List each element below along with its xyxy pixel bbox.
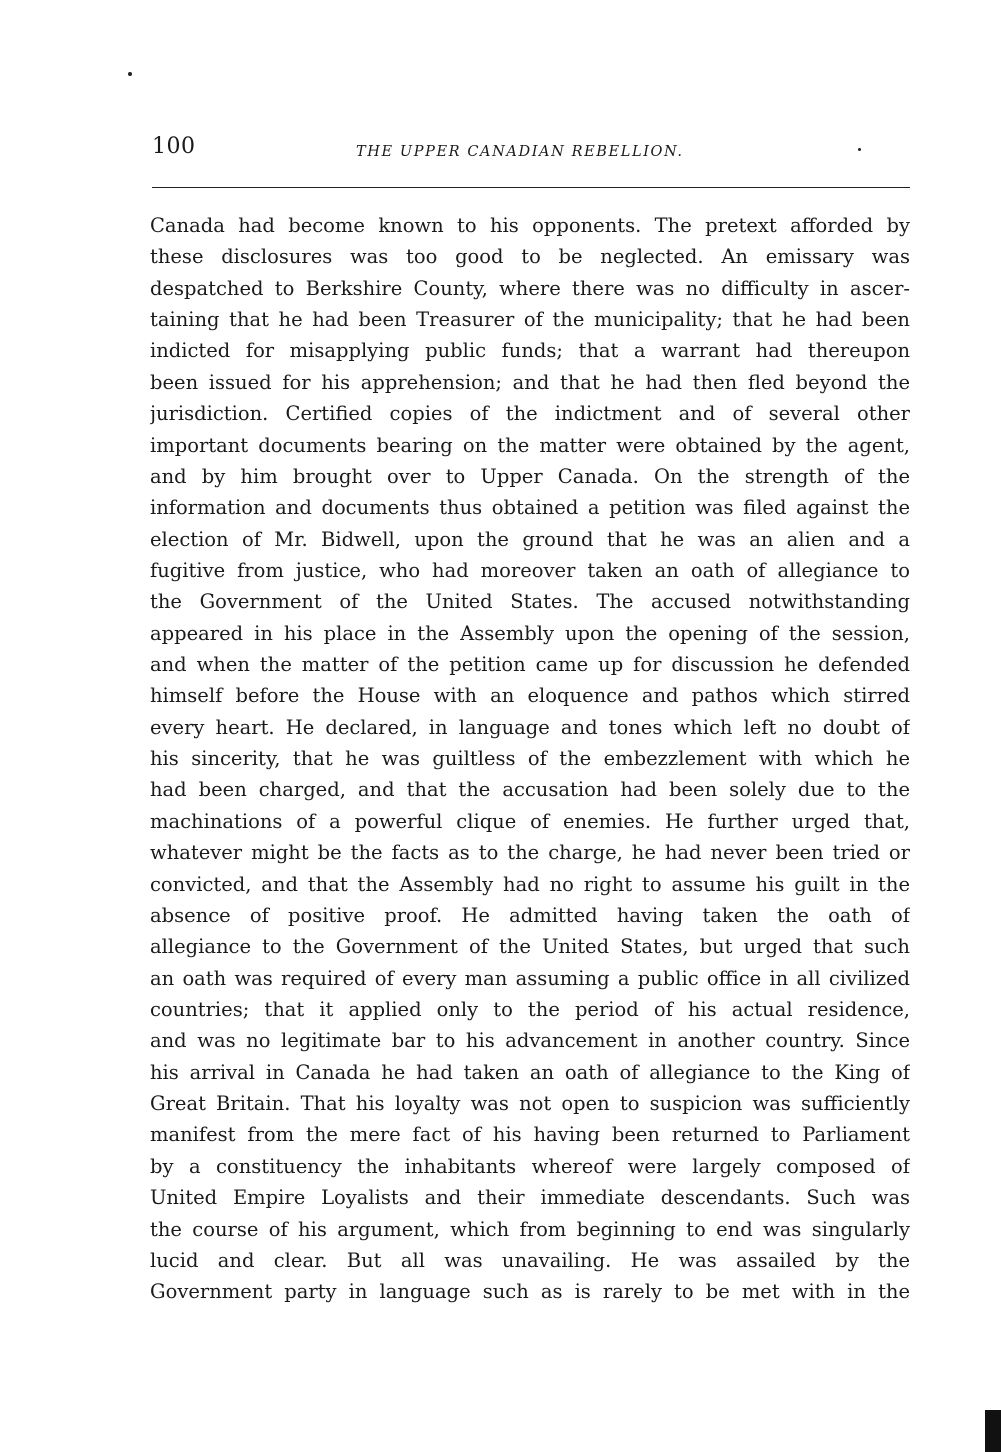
page-number: 100 xyxy=(152,134,196,159)
text-line: important documents bearing on the matter were obtained by the agent, xyxy=(150,433,910,457)
text-line: Canada had become known to his opponents. The pretext afforded by xyxy=(150,214,910,237)
stray-mark xyxy=(858,148,861,151)
text-line: fugitive from justice, who had moreover taken an oath of allegiance to xyxy=(150,558,910,582)
text-line: these disclosures was too good to be neglected. An emissary was xyxy=(150,245,910,269)
text-line: taining that he had been Treasurer of the municipality; that he had been xyxy=(150,308,910,332)
text-line: indicted for misapplying public funds; that a warrant had thereupon xyxy=(150,339,910,363)
text-line: had been charged, and that the accusation had been solely due to the xyxy=(150,778,910,802)
text-line: Government party in language such as is rarely to be met with in the xyxy=(150,1280,910,1304)
text-line: manifest from the mere fact of his having been returned to Parliament xyxy=(150,1123,910,1147)
text-line: United Empire Loyalists and their immediate descendants. Such was xyxy=(150,1186,910,1210)
text-line: his arrival in Canada he had taken an oath of allegiance to the King of xyxy=(150,1060,910,1084)
text-line: absence of positive proof. He admitted having taken the oath of xyxy=(150,903,910,927)
text-line: machinations of a powerful clique of enemies. He further urged that, xyxy=(150,809,910,833)
text-line: by a constituency the inhabitants whereof were largely composed of xyxy=(150,1154,910,1178)
text-line: despatched to Berkshire County, where there was no difficulty in ascer- xyxy=(150,276,910,300)
text-line: allegiance to the Government of the United States, but urged that such xyxy=(150,935,910,959)
text-line: his sincerity, that he was guiltless of the embezzlement with which he xyxy=(150,747,910,771)
text-line: the Government of the United States. The accused notwithstanding xyxy=(150,590,910,614)
text-line: the course of his argument, which from beginning to end was singularly xyxy=(150,1217,910,1241)
text-line: Great Britain. That his loyalty was not open to suspicion was sufficiently xyxy=(150,1092,910,1116)
header-rule xyxy=(152,187,910,188)
text-line: and when the matter of the petition came up for discussion he defended xyxy=(150,653,910,677)
body-text xyxy=(150,210,910,1308)
text-line: appeared in his place in the Assembly upon the opening of the session, xyxy=(150,621,910,645)
text-line: been issued for his apprehension; and that he had then fled beyond the xyxy=(150,370,910,394)
text-line: every heart. He declared, in language and tones which left no doubt of xyxy=(150,715,910,739)
text-line: himself before the House with an eloquence and pathos which stirred xyxy=(150,684,910,708)
running-title: THE UPPER CANADIAN REBELLION. xyxy=(356,144,684,160)
text-line: and was no legitimate bar to his advancement in another country. Since xyxy=(150,1029,910,1053)
text-line: an oath was required of every man assuming a public office in all civilized xyxy=(150,966,910,990)
scan-edge-blot xyxy=(985,1410,1001,1452)
text-line: information and documents thus obtained a petition was filed against the xyxy=(150,496,910,520)
text-line: election of Mr. Bidwell, upon the ground that he was an alien and a xyxy=(150,527,910,551)
text-line: convicted, and that the Assembly had no right to assume his guilt in the xyxy=(150,872,910,896)
text-line: countries; that it applied only to the period of his actual residence, xyxy=(150,997,910,1021)
text-line: lucid and clear. But all was unavailing. He was assailed by the xyxy=(150,1248,910,1272)
text-line: jurisdiction. Certified copies of the indictment and of several other xyxy=(150,402,910,426)
stray-mark xyxy=(128,72,132,76)
text-line: and by him brought over to Upper Canada. On the strength of the xyxy=(150,464,910,488)
text-line: whatever might be the facts as to the charge, he had never been tried or xyxy=(150,841,910,865)
